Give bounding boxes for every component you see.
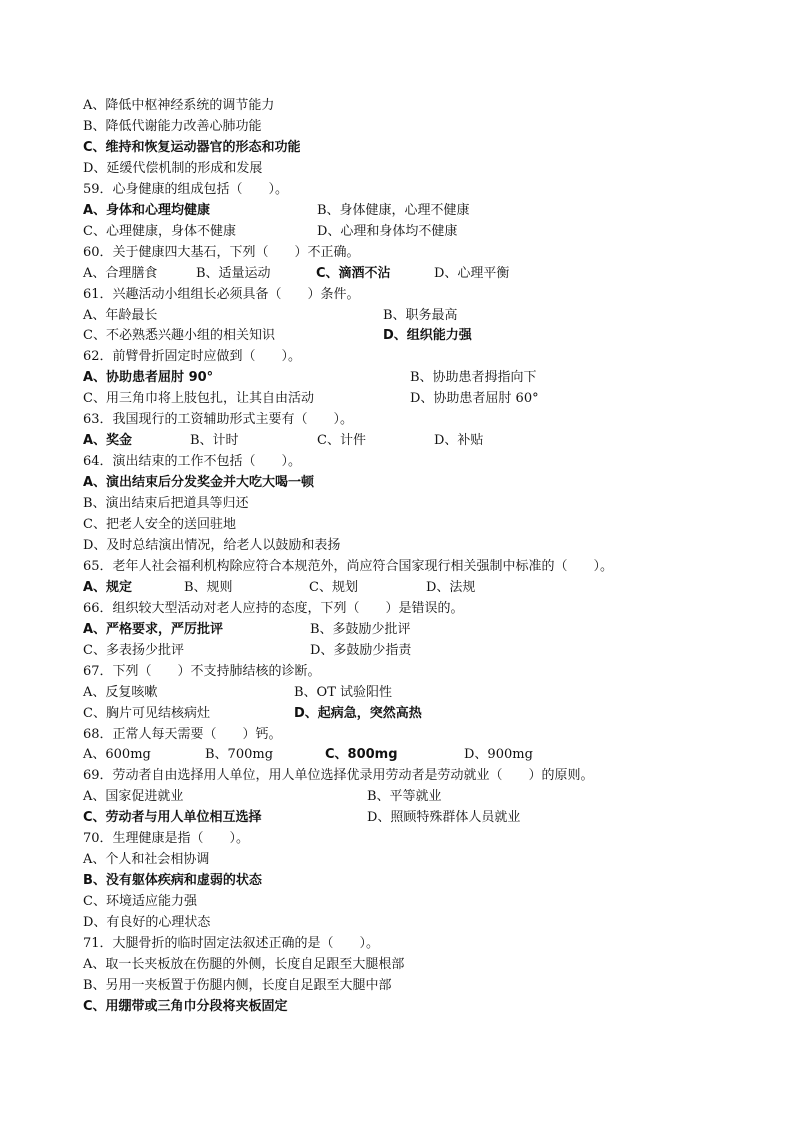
text-segment: 70．生理健康是指（ ）。 xyxy=(83,831,250,847)
answer-option-correct: A、奖金 xyxy=(83,433,133,449)
text-segment: B、降低代谢能力改善心肺功能 xyxy=(83,118,262,134)
answer-option-correct: C、劳动者与用人单位相互选择 xyxy=(83,810,262,826)
text-segment: B、平等就业 xyxy=(367,789,442,805)
text-segment: C、规划 xyxy=(309,579,358,595)
answer-option-correct: A、严格要求，严厉批评 xyxy=(83,621,224,637)
text-segment: 68．正常人每天需要（ ）钙。 xyxy=(83,726,282,742)
text-segment: D、补贴 xyxy=(434,433,484,449)
text-segment: D、延缓代偿机制的形成和发展 xyxy=(83,160,263,176)
answer-option-correct: C、用绷带或三角巾分段将夹板固定 xyxy=(83,998,288,1014)
text-segment: C、把老人安全的送回驻地 xyxy=(83,517,236,532)
text-segment: 65．老年人社会福利机构除应符合本规范外，尚应符合国家现行相关强制中标准的（ ）。 xyxy=(83,558,614,574)
text-segment: A、合理膳食 xyxy=(83,265,158,281)
text-segment: 63．我国现行的工资辅助形式主要有（ ）。 xyxy=(83,412,354,428)
text-segment: 60．关于健康四大基石，下列（ ）不正确。 xyxy=(83,244,360,260)
text-segment: B、身体健康，心理不健康 xyxy=(317,202,470,218)
text-segment: C、环境适应能力强 xyxy=(83,894,197,910)
text-segment: B、另用一夹板置于伤腿内侧，长度自足跟至大腿中部 xyxy=(83,977,392,993)
text-segment: D、900mg xyxy=(464,747,533,763)
text-segment: A、降低中枢神经系统的调节能力 xyxy=(83,98,275,113)
text-segment: D、多鼓励少指责 xyxy=(310,642,412,658)
text-segment: D、有良好的心理状态 xyxy=(83,915,211,931)
text-segment: 67．下列（ ）不支持肺结核的诊断。 xyxy=(83,663,321,679)
text-segment: D、心理平衡 xyxy=(434,265,510,281)
text-segment: C、心理健康，身体不健康 xyxy=(83,223,236,239)
answer-option-correct: C、800mg xyxy=(325,747,398,763)
text-segment: C、用三角巾将上肢包扎，让其自由活动 xyxy=(83,391,314,407)
text-segment: B、演出结束后把道具等归还 xyxy=(83,496,249,512)
text-segment: A、反复咳嗽 xyxy=(83,684,158,700)
text-segment: D、照顾特殊群体人员就业 xyxy=(367,810,521,826)
text-segment: A、年龄最长 xyxy=(83,307,158,323)
text-segment: C、胸片可见结核病灶 xyxy=(83,705,210,721)
text-segment: 61．兴趣活动小组组长必须具备（ ）条件。 xyxy=(83,286,360,302)
text-segment: 66．组织较大型活动对老人应持的态度，下列（ ）是错误的。 xyxy=(83,600,464,616)
text-segment: B、多鼓励少批评 xyxy=(310,621,411,637)
text-segment: 64．演出结束的工作不包括（ ）。 xyxy=(83,454,302,470)
text-segment: B、职务最高 xyxy=(383,307,458,323)
answer-option-correct: C、维持和恢复运动器官的形态和功能 xyxy=(83,139,301,155)
text-segment: 59．心身健康的组成包括（ ）。 xyxy=(83,181,289,197)
answer-option-correct: A、身体和心理均健康 xyxy=(83,202,211,218)
text-segment: 69．劳动者自由选择用人单位，用人单位选择优录用劳动者是劳动就业（ ）的原则。 xyxy=(83,768,594,784)
text-segment: D、及时总结演出情况，给老人以鼓励和表扬 xyxy=(83,537,341,553)
text-segment: B、OT 试验阳性 xyxy=(294,684,393,700)
answer-option-correct: A、演出结束后分发奖金并大吃大喝一顿 xyxy=(83,475,315,491)
text-segment: C、计件 xyxy=(317,433,366,449)
answer-option-correct: B、没有躯体疾病和虚弱的状态 xyxy=(83,873,262,889)
text-segment: C、多表扬少批评 xyxy=(83,642,184,658)
text-segment: B、协助患者拇指向下 xyxy=(410,370,537,386)
text-segment: C、不必熟悉兴趣小组的相关知识 xyxy=(83,328,275,344)
answer-option-correct: D、组织能力强 xyxy=(383,328,472,344)
answer-option-correct: A、规定 xyxy=(83,579,133,595)
text-segment: D、法规 xyxy=(426,579,476,595)
text-segment: D、心理和身体均不健康 xyxy=(317,223,458,239)
answer-option-correct: A、协助患者屈肘 90° xyxy=(83,370,214,386)
text-segment: A、600mg xyxy=(83,747,151,763)
text-segment: A、国家促进就业 xyxy=(83,789,184,805)
text-segment: B、规则 xyxy=(184,579,233,595)
text-segment: B、计时 xyxy=(190,433,239,449)
text-segment: 71．大腿骨折的临时固定法叙述正确的是（ ）。 xyxy=(83,936,380,951)
text-segment: A、取一长夹板放在伤腿的外侧，长度自足跟至大腿根部 xyxy=(83,956,405,972)
text-segment: B、适量运动 xyxy=(196,265,271,281)
answer-option-correct: C、滴酒不沾 xyxy=(316,265,391,281)
text-segment: A、个人和社会相协调 xyxy=(83,852,210,868)
text-segment: B、700mg xyxy=(205,747,274,763)
text-segment: 62．前臂骨折固定时应做到（ ）。 xyxy=(83,349,302,365)
text-segment: D、协助患者屈肘 60° xyxy=(410,391,539,407)
answer-option-correct: D、起病急，突然高热 xyxy=(294,705,422,721)
